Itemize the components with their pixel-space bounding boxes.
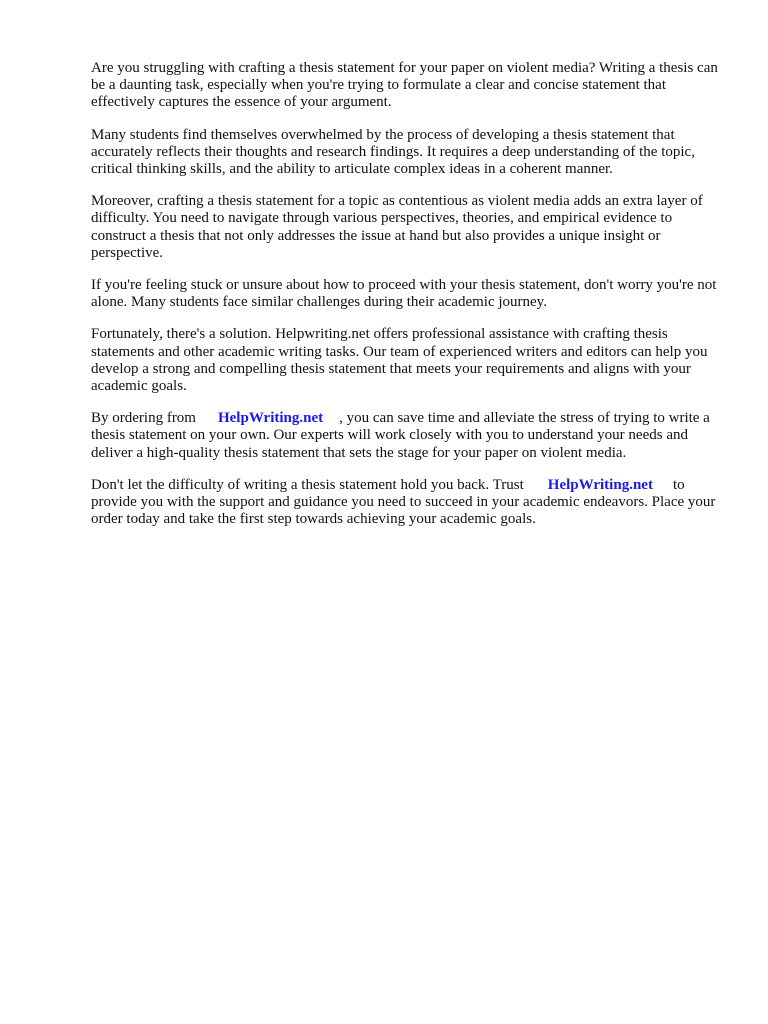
document-body — [91, 60, 721, 543]
paragraph-closing — [91, 477, 721, 529]
closing-text-after: to provide you with the support and guidance you need to succeed in your academic endeavors. Place your order today and take the first step towards achieving your academic goals. — [91, 476, 716, 528]
paragraph-solution: Fortunately, there's a solution. Helpwriting.net offers professional assistance with crafting thesis statements and other academic writing tasks. Our team of experienced writers and editors can help you develop a strong and compelling thesis statement that meets your requirements and aligns with your academic goals. — [91, 326, 708, 395]
helpwriting-link[interactable]: HelpWriting.net — [547, 476, 653, 493]
paragraph-intro: Are you struggling with crafting a thesis statement for your paper on violent media? Writing a thesis can be a daunting task, especially when you're trying to formulate a clear and concise statement that effectively captures the essence of your argument. — [91, 60, 718, 111]
helpwriting-link[interactable]: HelpWriting.net — [217, 410, 324, 427]
paragraph-difficulty: Moreover, crafting a thesis statement for a topic as contentious as violent media adds an extra layer of difficulty. You need to navigate through various perspectives, theories, and empirical evidence to construct a thesis that not only addresses the issue at hand but also provides a unique insight or perspective. — [91, 193, 703, 261]
ordering-text-after: , you can save time and alleviate the stress of trying to write a thesis statement on your own. Our experts will work closely with you to understand your needs and deliver a high-quality thesis statement that sets the stage for your paper on violent media. — [91, 410, 710, 461]
ordering-text-before: By ordering from — [91, 410, 196, 427]
paragraph-stuck: If you're feeling stuck or unsure about how to proceed with your thesis statement, don't worry you're not alone. Many students face similar challenges during their academic journey. — [91, 277, 717, 311]
paragraph-ordering — [91, 410, 721, 462]
closing-text-before: Don't let the difficulty of writing a thesis statement hold you back. Trust — [91, 476, 524, 493]
paragraph-overwhelmed: Many students find themselves overwhelmed by the process of developing a thesis statement that accurately reflects their thoughts and research findings. It requires a deep understanding of the topic, critical thinking skills, and the ability to articulate complex ideas in a coherent manner. — [91, 126, 695, 178]
